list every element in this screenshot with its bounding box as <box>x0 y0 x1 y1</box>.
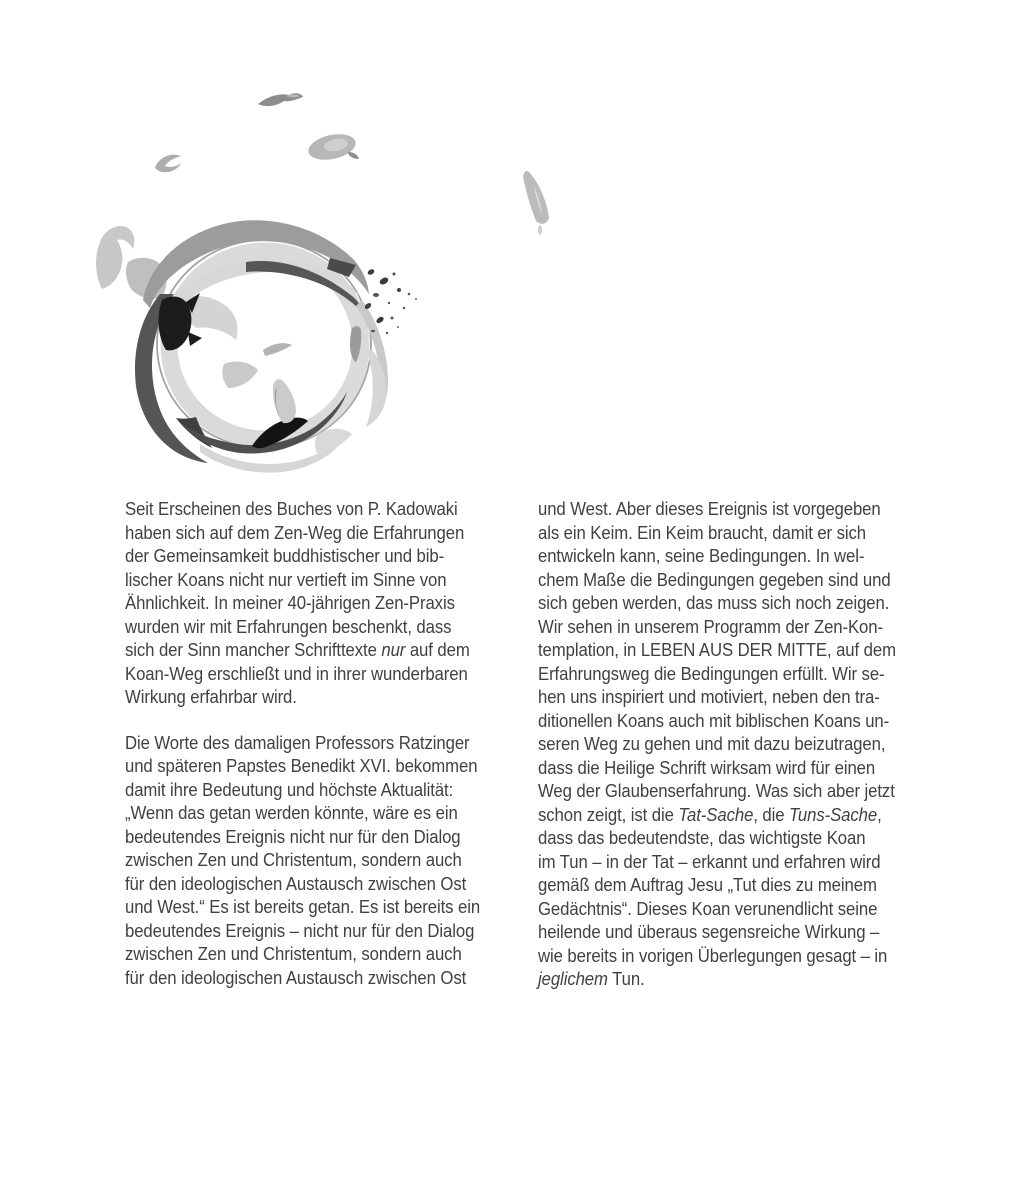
text-line: der Gemeinsamkeit buddhistischer und bib- <box>125 545 445 566</box>
text-line: Wirkung erfahrbar wird. <box>125 686 297 707</box>
dark-wedge-lower-left <box>176 417 212 448</box>
text-line: wurden wir mit Erfahrungen beschenkt, dass <box>125 615 452 637</box>
text-line: gemäß dem Auftrag Jesu „Tut dies zu meinem <box>538 874 877 895</box>
text-line: Gedächtnis“. Dieses Koan verunendlicht seine <box>538 897 878 919</box>
text-line: und West.“ Es ist bereits getan. Es ist bereits ein <box>125 896 481 917</box>
text-line: Ähnlichkeit. In meiner 40-jährigen Zen-Praxis <box>125 592 455 613</box>
text-line: dass das bedeutendste, das wichtigste Koan <box>538 827 866 848</box>
black-spike <box>186 293 200 313</box>
text-line: sich der Sinn mancher Schrifttexte nur auf dem <box>125 639 470 660</box>
text-line: als ein Keim. Ein Keim braucht, damit er sich <box>538 521 866 543</box>
enso-ring <box>126 220 388 472</box>
text-line: Koan-Weg erschließt und in ihrer wunderbaren <box>125 662 468 684</box>
light-arc-under-bottom <box>200 432 348 473</box>
text-line: hen uns inspiriert und motiviert, neben den tra- <box>538 686 880 707</box>
text-line: lischer Koans nicht nur vertieft im Sinne von <box>125 568 447 590</box>
gray-top-band <box>143 220 369 308</box>
text-line: haben sich auf dem Zen-Weg die Erfahrungen <box>125 521 465 543</box>
black-spike-2 <box>188 332 202 346</box>
text-line: ditionellen Koans auch mit biblischen Koans un- <box>538 709 890 731</box>
text-column-left <box>125 497 535 989</box>
paragraph-2 <box>125 731 535 990</box>
ink-fleck-top-oval <box>306 130 359 163</box>
text-line: Weg der Glaubenserfahrung. Was sich aber jetzt <box>538 780 895 801</box>
text-line: bedeutendes Ereignis nicht nur für den Dialog <box>125 825 461 847</box>
text-line: Wir sehen in unserem Programm der Zen-Kon- <box>538 615 883 637</box>
ink-fleck-top-dash <box>258 93 303 106</box>
text-line: entwickeln kann, seine Bedingungen. In wel- <box>538 545 865 566</box>
text-line: bedeutendes Ereignis – nicht nur für den Dialog <box>125 919 475 941</box>
paragraph-1 <box>125 497 535 709</box>
ink-fleck-left-curl <box>155 155 181 173</box>
black-patch-upper-left <box>159 296 192 350</box>
ink-fleck-left-heart <box>96 226 134 289</box>
text-line: zwischen Zen und Christentum, sondern auch <box>125 943 462 964</box>
inner-light-arc-top <box>175 259 360 306</box>
text-line: für den ideologischen Austausch zwischen Ost <box>125 872 467 894</box>
light-arc-right <box>356 300 388 416</box>
light-blob-right <box>366 348 386 427</box>
text-line: zwischen Zen und Christentum, sondern auch <box>125 849 462 870</box>
dark-arc-left <box>135 294 208 463</box>
text-line: chem Maße die Bedingungen gegeben sind und <box>538 568 891 590</box>
text-line: und West. Aber dieses Ereignis ist vorgegeben <box>538 498 881 519</box>
text-line: schon zeigt, ist die Tat-Sache, die Tuns-Sache, <box>538 803 882 825</box>
outer-gray-blob-left <box>126 258 167 299</box>
dark-arc-bottom <box>182 392 347 454</box>
inner-light-blob-mid-left <box>222 362 258 388</box>
ink-splatter <box>327 258 417 334</box>
text-line: „Wenn das getan werden könnte, wäre es ein <box>125 802 458 823</box>
dark-arc-upper-right <box>246 261 363 313</box>
text-line: templation, in LEBEN AUS DER MITTE, auf dem <box>538 639 896 660</box>
inner-light-blob-upper-left <box>176 296 238 340</box>
gray-stroke-right <box>350 326 361 362</box>
text-line: und späteren Papstes Benedikt XVI. bekommen <box>125 755 478 776</box>
text-line: im Tun – in der Tat – erkannt und erfahren wird <box>538 850 881 872</box>
ink-fleck-right-leaf <box>523 171 549 235</box>
text-line: wie bereits in vorigen Überlegungen gesagt – in <box>538 944 888 966</box>
text-line: jeglichem Tun. <box>538 968 645 989</box>
text-line: damit ihre Bedeutung und höchste Aktualität: <box>125 778 454 800</box>
black-accent-bottom <box>252 418 308 449</box>
text-line: Seit Erscheinen des Buches von P. Kadowaki <box>125 498 458 519</box>
text-column-right <box>538 497 948 991</box>
text-line: Erfahrungsweg die Bedingungen erfüllt. Wir se- <box>538 662 885 684</box>
text-line: dass die Heilige Schrift wirksam wird für einen <box>538 756 876 778</box>
text-line: Die Worte des damaligen Professors Ratzinger <box>125 731 470 753</box>
paragraph-3 <box>538 497 948 991</box>
text-line: für den ideologischen Austausch zwischen Ost <box>125 966 467 988</box>
inner-marks <box>263 343 352 455</box>
text-line: heilende und überaus segensreiche Wirkung – <box>538 921 880 942</box>
text-line: sich geben werden, das muss sich noch zeigen. <box>538 592 890 613</box>
text-line: seren Weg zu gehen und mit dazu beizutragen, <box>538 733 886 754</box>
